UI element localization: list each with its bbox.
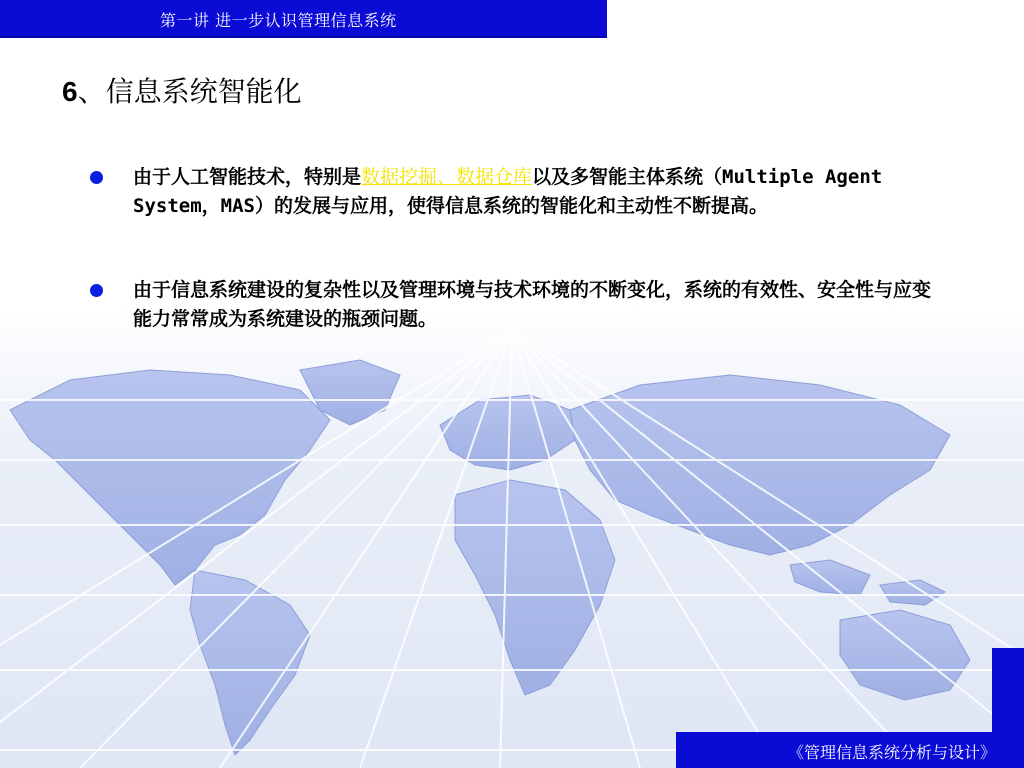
bullet-text-part: 以及多智能主体系统（ bbox=[532, 166, 723, 188]
list-item bbox=[90, 163, 940, 221]
header-bar bbox=[0, 0, 607, 38]
footer-bar bbox=[676, 732, 1024, 768]
bullet-text bbox=[133, 163, 933, 221]
slide-title-text: 、信息系统智能化 bbox=[77, 75, 302, 108]
bullet-dot-icon bbox=[90, 284, 103, 297]
slide-title-number: 6 bbox=[62, 76, 78, 107]
bullet-list bbox=[90, 163, 940, 334]
bullet-text-part: ）的发展与应用，使得信息系统的智能化和主动性不断提高。 bbox=[254, 195, 768, 217]
slide-title bbox=[62, 70, 302, 110]
world-map-icon bbox=[0, 330, 1024, 768]
bullet-text-mas: Multiple Agent System，MAS bbox=[133, 166, 883, 217]
bullet-dot-icon bbox=[90, 171, 103, 184]
bullet-text-part: 由于人工智能技术，特别是 bbox=[133, 166, 362, 188]
header-title: 第一讲 进一步认识管理信息系统 bbox=[160, 11, 397, 30]
list-item bbox=[90, 276, 940, 334]
hyperlink-data-mining[interactable]: 数据挖掘、数据仓库 bbox=[361, 166, 533, 188]
bullet-text: 由于信息系统建设的复杂性以及管理环境与技术环境的不断变化，系统的有效性、安全性与应变能力常常成为系统建设的瓶颈问题。 bbox=[133, 279, 932, 330]
footer-course-title: 《管理信息系统分析与设计》 bbox=[787, 743, 996, 762]
